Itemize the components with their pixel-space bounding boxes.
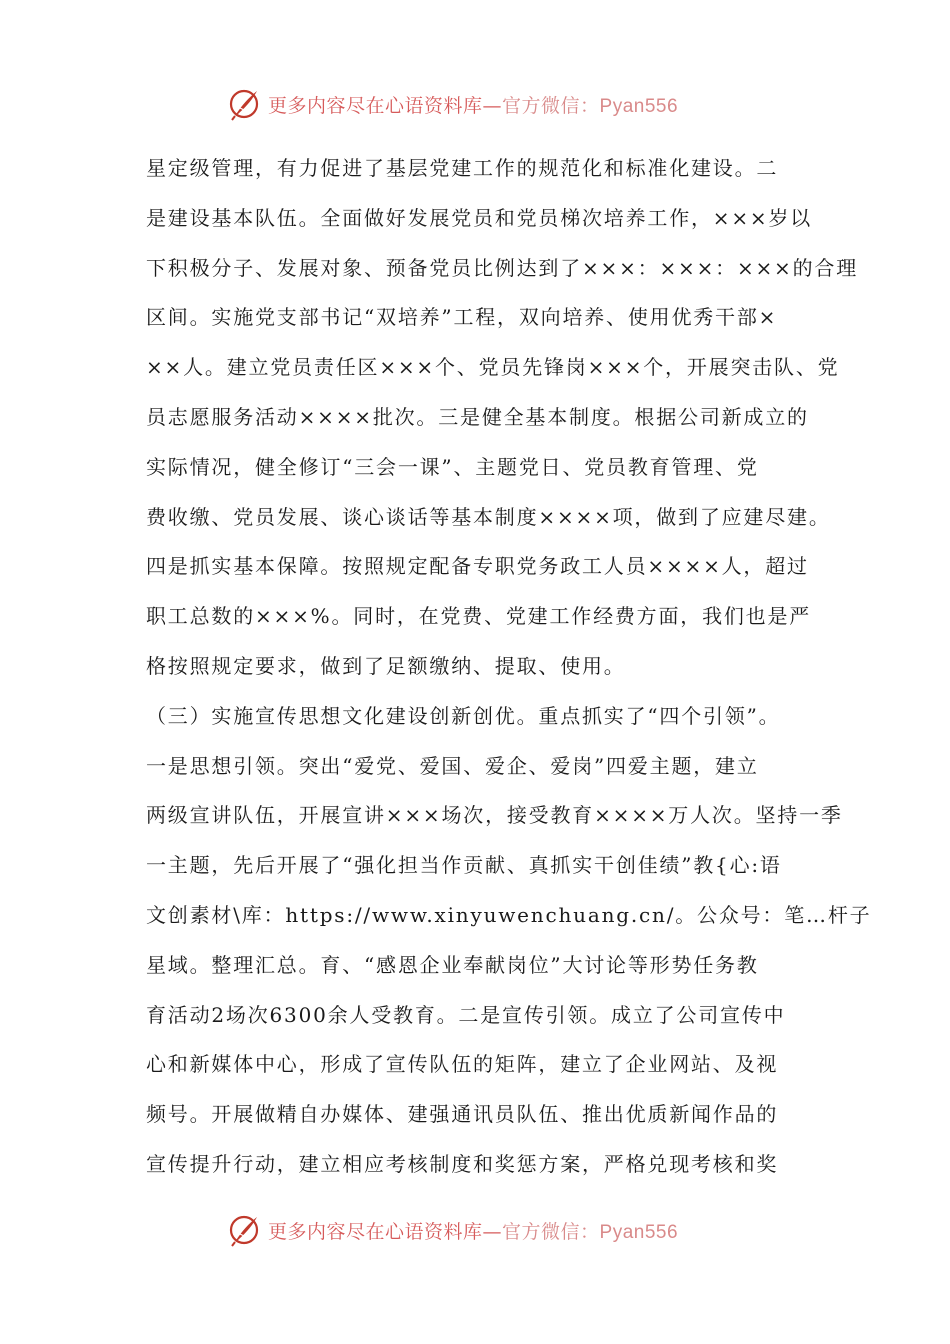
body-line: 一主题，先后开展了“强化担当作贡献、真抓实干创佳绩”教{心:语	[146, 853, 782, 878]
section-heading-line: （三）实施宣传思想文化建设创新创优。重点抓实了“四个引领”。	[146, 703, 781, 728]
body-line: 星域。整理汇总。育、“感恩企业奉献岗位”大讨论等形势任务教	[146, 952, 759, 977]
body-line: 两级宣讲队伍，开展宣讲×××场次，接受教育××××万人次。坚持一季	[146, 803, 843, 828]
header-banner-wechat-id: Pyan556	[599, 95, 679, 117]
body-line: 宣传提升行动，建立相应考核制度和奖惩方案，严格兑现考核和奖	[146, 1151, 779, 1176]
footer-banner-text	[268, 1217, 678, 1244]
header-banner	[226, 84, 678, 124]
body-line: 育活动2场次6300余人受教育。二是宣传引领。成立了公司宣传中	[146, 1002, 786, 1027]
body-line: 星定级管理，有力促进了基层党建工作的规范化和标准化建设。二	[146, 156, 779, 180]
header-banner-wechat-label: 官方微信：	[502, 94, 600, 117]
body-line: 员志愿服务活动××××批次。三是健全基本制度。根据公司新成立的	[146, 404, 809, 429]
header-banner-slogan: 更多内容尽在心语资料库	[268, 94, 483, 117]
header-banner-text	[268, 91, 678, 118]
body-line: 职工总数的×××%。同时，在党费、党建工作经费方面，我们也是严	[146, 604, 812, 629]
body-line: 文创素材\库：https://www.xinyuwenchuang.cn/。公众号：笔…杆子	[146, 902, 872, 927]
footer-banner-wechat-id: Pyan556	[599, 1221, 679, 1243]
body-line: ××人。建立党员责任区×××个、党员先锋岗×××个，开展突击队、党	[146, 355, 840, 380]
document-body	[146, 144, 872, 1190]
footer-banner	[226, 1210, 678, 1250]
footer-banner-slogan: 更多内容尽在心语资料库	[268, 1220, 483, 1243]
body-line: 频号。开展做精自办媒体、建强通讯员队伍、推出优质新闻作品的	[146, 1102, 779, 1127]
body-line: 心和新媒体中心，形成了宣传队伍的矩阵，建立了企业网站、及视	[146, 1052, 779, 1077]
quill-pen-logo-icon	[226, 86, 262, 122]
footer-banner-dash: —	[482, 1220, 503, 1243]
body-line: 下积极分子、发展对象、预备党员比例达到了×××：×××：×××的合理	[146, 255, 859, 280]
quill-pen-logo-icon	[226, 1212, 262, 1248]
body-line: 费收缴、党员发展、谈心谈话等基本制度××××项，做到了应建尽建。	[146, 504, 831, 529]
body-line: 四是抓实基本保障。按照规定配备专职党务政工人员××××人，超过	[146, 554, 809, 579]
body-line: 区间。实施党支部书记“双培养”工程，双向培养、使用优秀干部×	[146, 305, 778, 330]
body-line: 格按照规定要求，做到了足额缴纳、提取、使用。	[146, 653, 626, 678]
header-banner-dash: —	[482, 94, 503, 117]
body-line: 实际情况，健全修订“三会一课”、主题党日、党员教育管理、党	[146, 454, 759, 479]
body-line: 是建设基本队伍。全面做好发展党员和党员梯次培养工作，×××岁以	[146, 205, 813, 230]
body-line: 一是思想引领。突出“爱党、爱国、爱企、爱岗”四爱主题，建立	[146, 753, 759, 778]
footer-banner-wechat-label: 官方微信：	[502, 1220, 600, 1243]
